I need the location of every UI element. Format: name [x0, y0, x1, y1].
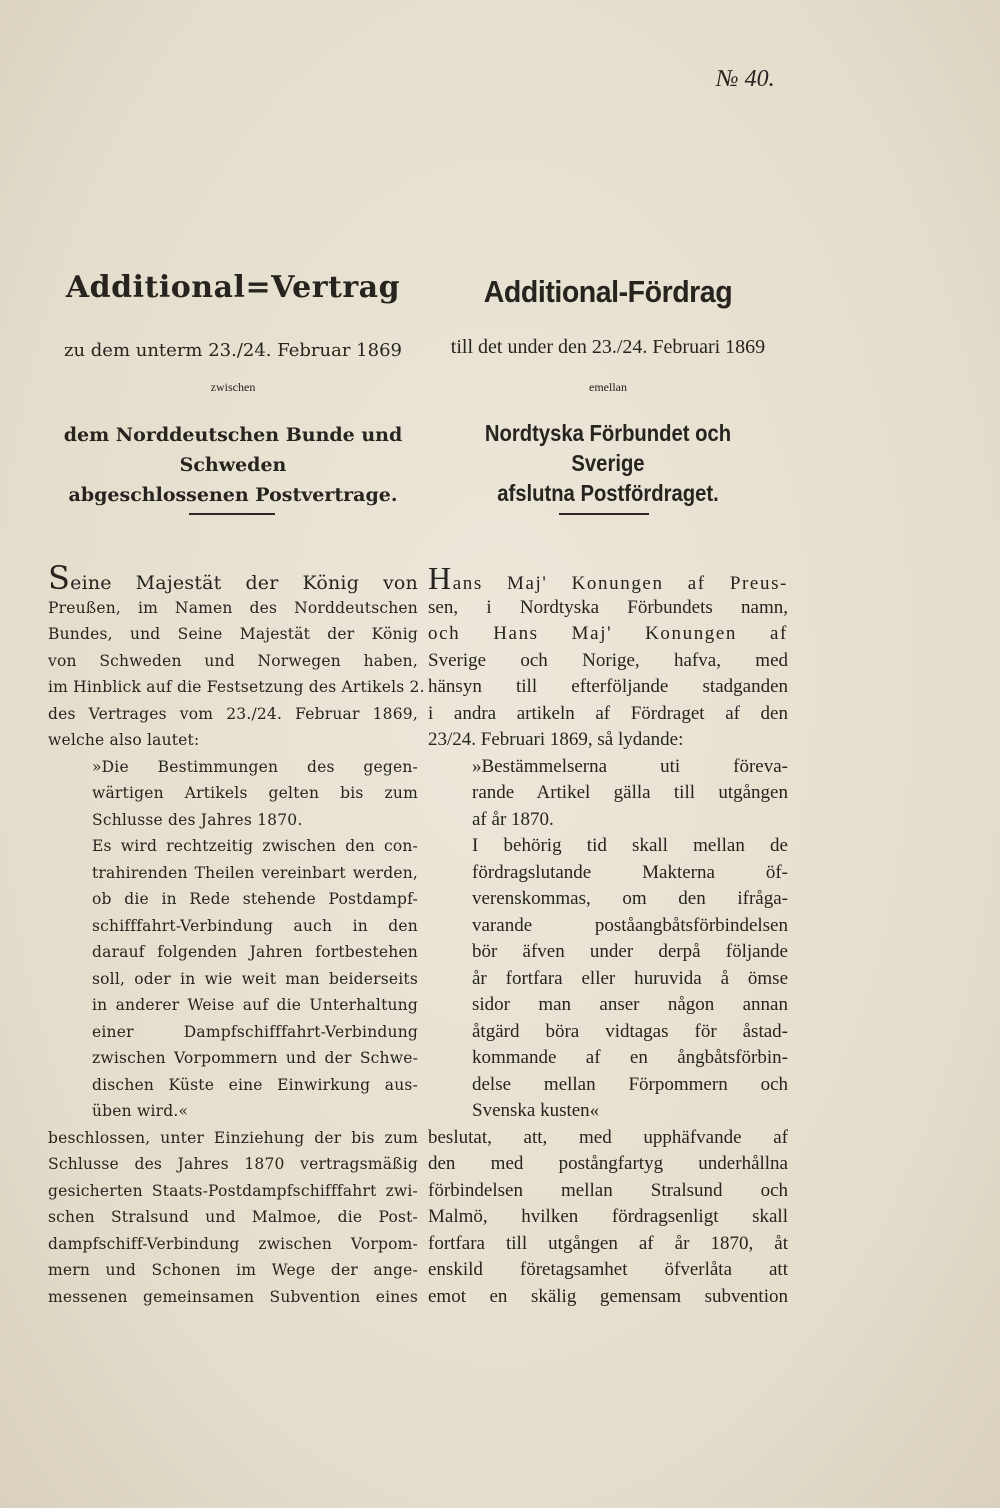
german-line: Schlusse des Jahres 1870.: [92, 810, 303, 829]
swedish-heading-line2: afslutna Postfördraget.: [497, 480, 719, 506]
german-line: Schlusse des Jahres 1870 vertragsmäßig: [48, 1155, 418, 1173]
swedish-heading: [450, 418, 767, 508]
swedish-line: beslutat, att, med upphäfvande af: [428, 1126, 788, 1148]
german-line: des Vertrages vom 23./24. Februar 1869,: [48, 704, 418, 723]
swedish-line: bör äfven under derpå följande: [472, 941, 788, 962]
german-divider: [189, 513, 275, 515]
german-line: dischen Küste eine Einwirkung aus-: [92, 1075, 418, 1094]
german-line: zwischen Vorpommern und der Schwe-: [92, 1049, 418, 1067]
swedish-line: enskild företagsamhet öfverlåta att: [428, 1259, 788, 1280]
swedish-heading-line1: Nordtyska Förbundet och Sverige: [484, 420, 732, 476]
swedish-line: Svenska kusten«: [472, 1100, 600, 1121]
swedish-line: åtgärd böra vidtagas för åstad-: [472, 1020, 788, 1042]
swedish-line: fördragslutande Makterna öf-: [472, 861, 788, 883]
swedish-title: Additional-Fördrag: [483, 274, 733, 309]
swedish-line: och Hans Maj' Konungen af: [428, 623, 788, 644]
german-line: soll, oder in wie weit man beiderseits: [92, 969, 418, 988]
german-subtitle: zu dem unterm 23./24. Februar 1869: [63, 340, 402, 361]
german-line: wärtigen Artikels gelten bis zum: [92, 784, 418, 802]
swedish-line: af år 1870.: [472, 808, 554, 830]
german-line: Bundes, und Seine Majestät der König: [48, 625, 418, 643]
german-heading-line2: abgeschlossenen Postvertrage.: [68, 484, 398, 506]
swedish-line: rande Artikel gälla till utgången: [472, 782, 788, 803]
swedish-line: Sverige och Norige, hafva, med: [428, 649, 788, 671]
german-heading-line1: dem Norddeutschen Bunde und Schweden: [63, 424, 403, 476]
german-line: in anderer Weise auf die Unterhaltung: [92, 996, 418, 1014]
german-line: üben wird.«: [92, 1102, 189, 1120]
swedish-dropcap: H: [428, 560, 453, 596]
swedish-line: Hans Maj' Konungen af Preus-: [428, 560, 788, 596]
german-line: gesicherten Staats-Postdampfschifffahrt zwi-: [48, 1181, 418, 1200]
swedish-line: »Bestämmelserna uti föreva-: [472, 755, 788, 777]
swedish-line: förbindelsen mellan Stralsund och: [428, 1179, 788, 1201]
german-between: zwischen: [210, 380, 256, 394]
german-line: mern und Schonen im Wege der ange-: [48, 1261, 418, 1279]
swedish-line: sen, i Nordtyska Förbundets namn,: [428, 596, 788, 618]
german-dropcap: S: [48, 559, 71, 597]
german-line: darauf folgenden Jahren fortbestehen: [92, 943, 418, 961]
swedish-line: 23/24. Februari 1869, så lydande:: [428, 729, 684, 750]
swedish-line: kommande af en ångbåtsförbin-: [472, 1047, 788, 1068]
swedish-divider: [559, 513, 649, 515]
swedish-between: emellan: [589, 380, 627, 394]
swedish-body: [428, 560, 788, 1310]
swedish-line: fortfara till utgången af år 1870, åt: [428, 1232, 788, 1254]
german-line: dampfschiff-Verbindung zwischen Vorpom-: [48, 1234, 418, 1253]
swedish-line: år fortfara eller huruvida å ömse: [472, 967, 788, 989]
german-line: Es wird rechtzeitig zwischen den con-: [92, 837, 418, 855]
swedish-line: verenskommas, om den ifråga-: [472, 888, 788, 909]
swedish-line: varande poståangbåtsförbindelsen: [472, 914, 788, 936]
swedish-line: sidor man anser någon annan: [472, 994, 788, 1015]
german-line: messenen gemeinsamen Subvention eines: [48, 1287, 418, 1306]
german-line: im Hinblick auf die Festsetzung des Artikels 2.: [48, 678, 425, 696]
page-number: № 40.: [716, 66, 775, 92]
german-line: ob die in Rede stehende Postdampf-: [92, 890, 418, 908]
german-line: welche also lautet:: [48, 731, 200, 749]
german-line: Seine Majestät der König von: [48, 559, 418, 597]
swedish-line: hänsyn till efterföljande stadganden: [428, 676, 788, 697]
swedish-line: i andra artikeln af Fördraget af den: [428, 702, 788, 724]
swedish-line: Malmö, hvilken fördragsenligt skall: [428, 1206, 788, 1227]
german-line: Preußen, im Namen des Norddeutschen: [48, 598, 418, 617]
swedish-line: delse mellan Förpommern och: [472, 1073, 788, 1095]
german-line: schen Stralsund und Malmoe, die Post-: [48, 1208, 418, 1226]
german-line: schifffahrt-Verbindung auch in den: [92, 916, 418, 935]
swedish-line: den med postångfartyg underhållna: [428, 1153, 788, 1174]
swedish-line: emot en skälig gemensam subvention: [428, 1285, 788, 1307]
swedish-subtitle: till det under den 23./24. Februari 1869: [450, 336, 766, 358]
german-heading: [48, 420, 418, 510]
german-line: einer Dampfschifffahrt-Verbindung: [92, 1022, 418, 1041]
german-line: trahirenden Theilen vereinbart werden,: [92, 863, 418, 882]
swedish-line: I behörig tid skall mellan de: [472, 835, 788, 856]
german-line: beschlossen, unter Einziehung der bis zum: [48, 1128, 418, 1147]
german-body: [48, 559, 425, 1310]
german-line: »Die Bestimmungen des gegen-: [92, 757, 418, 776]
german-line: von Schweden und Norwegen haben,: [48, 651, 418, 670]
german-title: Additional=Vertrag: [65, 270, 401, 305]
